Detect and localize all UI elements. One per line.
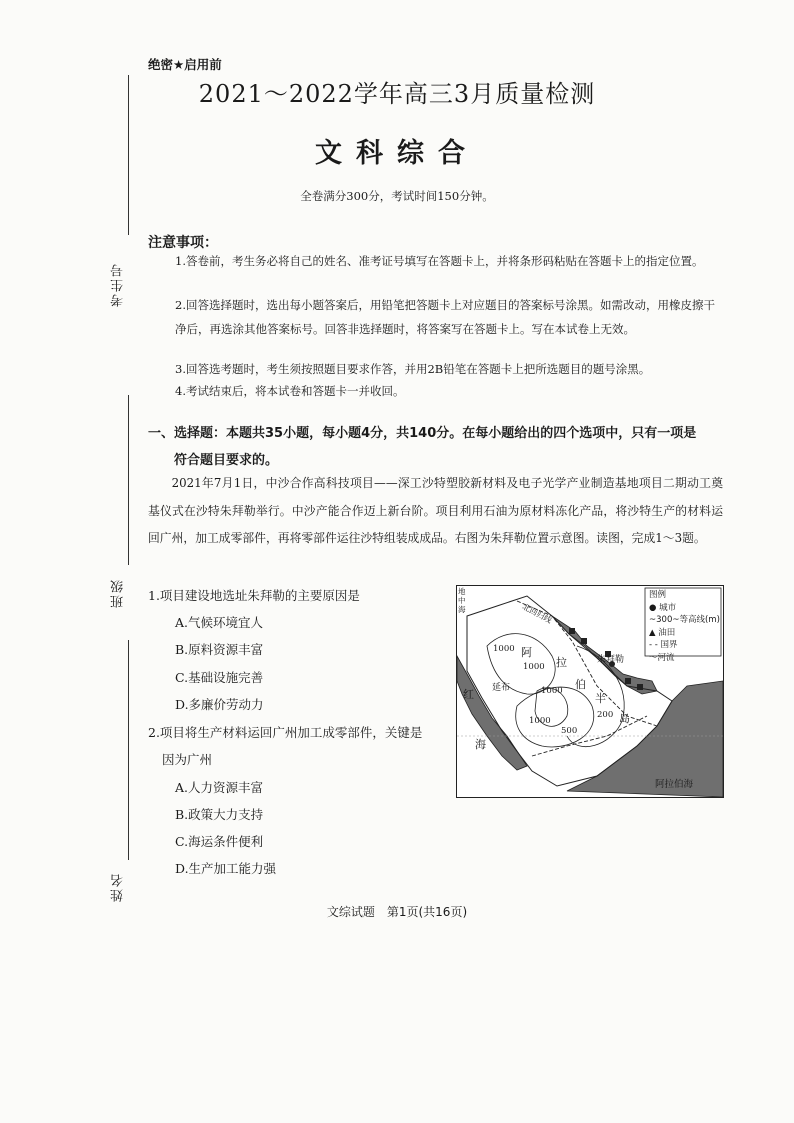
score-note: 全卷满分300分，考试时间150分钟。 <box>300 189 494 203</box>
map-label-red-sea-2: 海 <box>475 738 486 751</box>
passage-text: 2021年7月1日，中沙合作高科技项目——深工沙特塑胶新材料及电子光学产业制造基地项目二期动工奠基仪式在沙特朱拜勒举行。中沙产能合作迈上新台阶。项目利用石油为原材料冻化产品，将沙特生产的材料运回广州，加工成零部件，再将零部件运往沙特组装成成品。右图为朱拜勒位置示意图。读图，完成1～3题。 <box>148 476 723 545</box>
oilfield-4 <box>625 678 631 684</box>
q2-option-b: B.政策大力支持 <box>175 807 264 822</box>
side-label-class: 班级 <box>111 578 126 608</box>
question-1-stem: 1.项目建设地选址朱拜勒的主要原因是 <box>148 588 360 603</box>
legend-city: ● 城市 <box>649 602 677 613</box>
map-label-red-sea-1: 红 <box>463 688 474 701</box>
map-label-arabia-3: 伯 <box>575 678 586 691</box>
map-label-arabia-2: 拉 <box>556 656 567 669</box>
binding-line-bottom <box>128 640 129 860</box>
red-sea <box>457 656 527 770</box>
arabian-sea <box>567 681 723 797</box>
jubail-location-map <box>456 585 724 798</box>
q2-option-a: A.人力资源丰富 <box>175 780 264 795</box>
q2-option-c: C.海运条件便利 <box>175 834 264 849</box>
contour-label-1: 1000 <box>493 644 515 654</box>
question-2-stem-line-1: 2.项目将生产材料运回广州加工成零部件，关键是 <box>148 725 423 740</box>
legend-border: - - 国界 <box>649 640 678 650</box>
legend-title: 图例 <box>649 590 667 600</box>
side-label-exam-no: 考生号 <box>111 262 126 307</box>
q1-option-a: A.气候环境宜人 <box>175 615 264 630</box>
secret-mark: 绝密★启用前 <box>148 57 222 72</box>
legend-contour: ~300~等高线(m) <box>649 615 720 625</box>
contour-label-6: 200 <box>597 710 614 720</box>
notice-item-4: 4.考试结束后，将本试卷和答题卡一并收回。 <box>175 384 405 398</box>
contour-label-2: 1000 <box>523 662 545 672</box>
notice-item-1: 1.答卷前，考生务必将自己的姓名、准考证号填写在答题卡上，并将条形码粘贴在答题卡上的指定位置。 <box>175 254 704 268</box>
q1-option-d: D.多廉价劳动力 <box>175 697 264 712</box>
side-label-name: 姓名 <box>111 872 126 902</box>
map-label-jubail: 朱拜勒 <box>597 655 625 665</box>
contour-500 <box>516 687 594 747</box>
map-label-arabia-1: 阿 <box>521 646 532 659</box>
map-legend <box>649 589 720 664</box>
notice-item-3: 3.回答选考题时，考生须按照题目要求作答，并用2B铅笔在答题卡上把所选题目的题号涂黑。 <box>175 362 651 376</box>
notice-title: 注意事项： <box>148 235 218 251</box>
section-line-2: 符合题目要求的。 <box>174 453 279 468</box>
subject-title: 文科综合 <box>315 138 479 169</box>
map-label-arabian-sea: 阿拉伯海 <box>655 779 694 790</box>
notice-item-2: 2.回答选择题时，选出每小题答案后，用铅笔把答题卡上对应题目的答案标号涂黑。如需改动，用橡皮擦干净后，再选涂其他答案标号。回答非选择题时，将答案写在答题卡上。写在本试卷上无效。 <box>175 298 715 336</box>
map-label-corner: 地中海 <box>458 587 466 614</box>
map-label-yanbu: 延布 <box>492 683 511 693</box>
contour-label-3: 1000 <box>541 686 563 696</box>
question-2-stem-line-2: 因为广州 <box>162 752 213 767</box>
q1-option-b: B.原料资源丰富 <box>175 642 264 657</box>
oilfield-1 <box>569 628 575 634</box>
section-heading <box>148 420 723 474</box>
contour-label-5: 500 <box>561 726 578 736</box>
reading-passage <box>148 470 723 553</box>
exam-title: 2021～2022学年高三3月质量检测 <box>198 80 596 108</box>
legend-river: ～河流 <box>649 652 675 663</box>
oilfield-5 <box>637 684 643 690</box>
contour-label-4: 1000 <box>529 716 551 726</box>
page-footer: 文综试题 第1页(共16页) <box>326 905 468 919</box>
q2-option-d: D.生产加工能力强 <box>175 861 277 876</box>
map-label-arabia-5: 岛 <box>619 712 630 725</box>
oilfield-2 <box>581 638 587 644</box>
legend-oilfield: ▲ 油田 <box>649 627 676 638</box>
binding-line-mid <box>128 395 129 565</box>
map-label-arabia-4: 半 <box>595 692 606 705</box>
section-line-1: 一、选择题：本题共35小题，每小题4分，共140分。在每小题给出的四个选项中，只有一项是 <box>148 426 697 441</box>
q1-option-c: C.基础设施完善 <box>175 670 264 685</box>
map-label-tropic: 北回归线 <box>520 602 554 625</box>
